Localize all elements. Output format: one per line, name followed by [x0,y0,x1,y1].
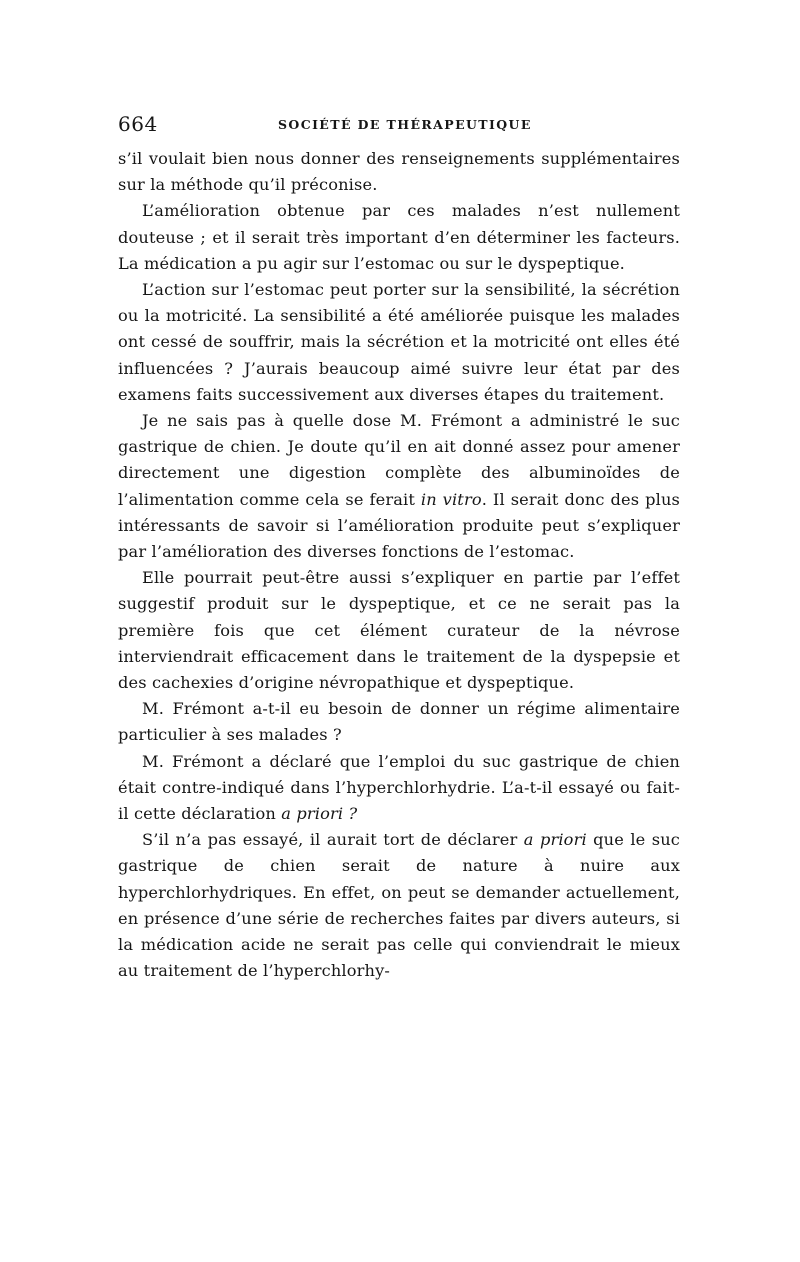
paragraph-text: S’il n’a pas essayé, il aurait tort de déclarer [142,830,524,850]
paragraph-text: que le suc gastrique de chien serait de nature à nuire aux hyperchlorhydriques. En effet, on peut se demander actuellement, en présence d’une série de recherches faites par divers auteurs, si la médication acide ne serait pas celle qui conviendrait le mieux au traitement de l’hyperchlorhy- [118,830,681,981]
body-text [118,146,680,985]
paragraph-text: M. Frémont a-t-il eu besoin de donner un régime alimentaire particulier à ses malades ? [118,699,680,745]
italic-phrase-a-priori: a priori ? [281,804,358,824]
page-number: 664 [118,112,158,136]
paragraph-1 [118,146,680,198]
page [118,112,680,985]
paragraph-text: M. Frémont a déclaré que l’emploi du suc gastrique de chien était contre-indiqué dans l’hyperchlorhydrie. L’a-t-il essayé ou fait-il cette déclaration [118,751,680,824]
paragraph-6 [118,696,680,748]
paragraph-text: . Il serait donc des plus intéressants de savoir si l’amélioration produite peut s’expliquer par l’amélioration des diverses fonctions de l’estomac. [118,489,680,562]
paragraph-7 [118,749,680,828]
italic-phrase-in-vitro: in vitro [420,489,482,509]
paragraph-3 [118,277,680,408]
paragraph-text: L’action sur l’estomac peut porter sur la sensibilité, la sécrétion ou la motricité. La sensibilité a été améliorée puisque les malades ont cessé de souffrir, mais la sécrétion et la motricité ont elles été influencées ? J’aurais beaucoup aimé suivre leur état par des examens faits successivement aux diverses étapes du traitement. [118,280,680,404]
running-title: SOCIÉTÉ DE THÉRAPEUTIQUE [278,117,532,132]
paragraph-5 [118,565,680,696]
paragraph-8 [118,827,680,984]
italic-phrase-a-priori: a priori [523,830,587,850]
paragraph-text: L’amélioration obtenue par ces malades n’est nullement douteuse ; et il serait très important d’en déterminer les facteurs. La médication a pu agir sur l’estomac ou sur le dyspeptique. [118,201,680,273]
paragraph-text: Elle pourrait peut-être aussi s’expliquer en partie par l’effet suggestif produit sur le dyspeptique, et ce ne serait pas la première fois que cet élément curateur de la névrose interviendrait efficacement dans le traitement de la dyspepsie et des cachexies d’origine névropathique et dyspeptique. [118,568,680,693]
page-header [118,112,680,140]
paragraph-text: s’il voulait bien nous donner des renseignements supplémentaires sur la méthode qu’il préconise. [118,149,680,195]
paragraph-text: Je ne sais pas à quelle dose M. Frémont a administré le suc gastrique de chien. Je doute qu’il en ait donné assez pour amener directement une digestion complète des albuminoïdes de l’alimentation comme cela se ferait [118,411,680,509]
paragraph-4 [118,408,680,565]
paragraph-2 [118,198,680,277]
